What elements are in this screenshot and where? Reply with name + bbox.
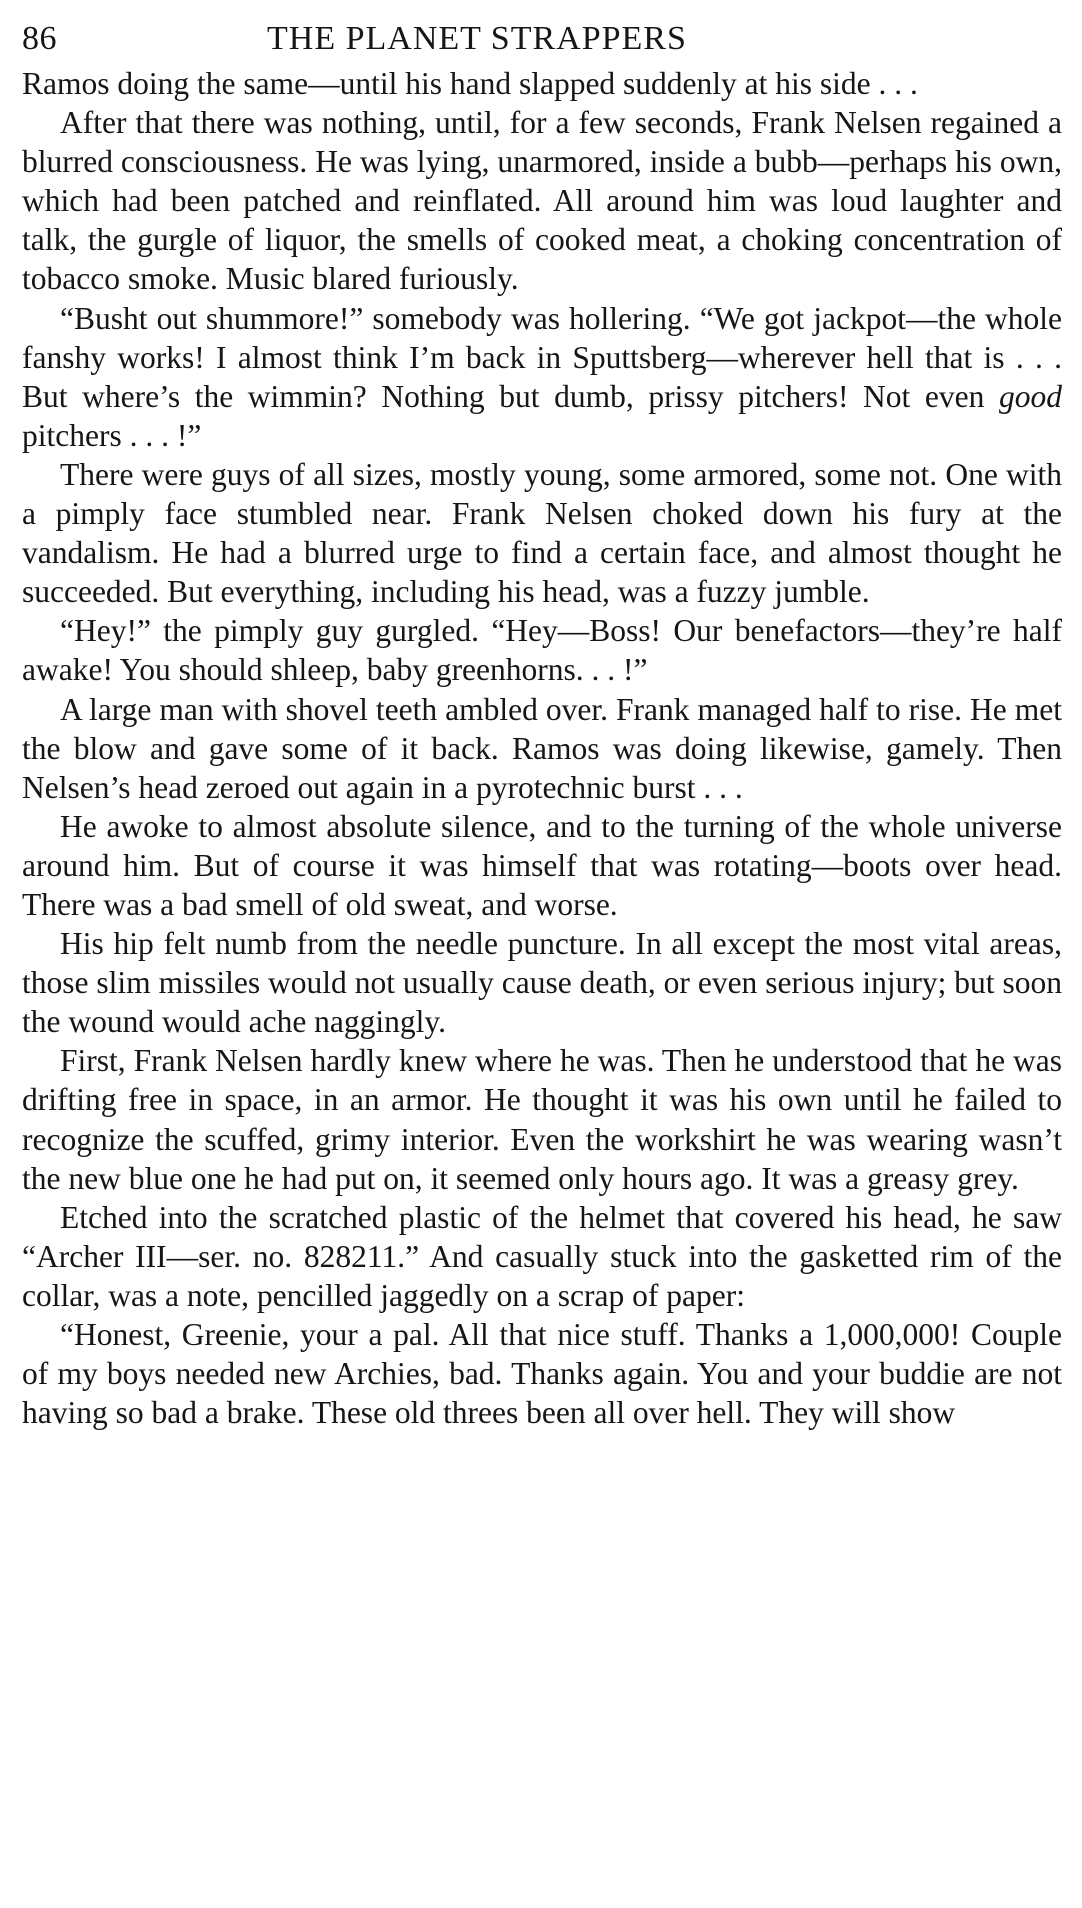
paragraph: There were guys of all sizes, mostly young, some armored, some not. One with a pimply face stumbled near. Frank Nelsen choked down his fury at the vandalism. He had a blurred urge to find a certain face, and almost thought he succeeded. But everything, including his head, was a fuzzy jumble. (22, 456, 1062, 610)
paragraph-text: pitchers . . . !” (22, 417, 202, 453)
paragraph: After that there was nothing, until, for a few seconds, Frank Nelsen regained a blurred consciousness. He was lying, unarmored, inside a bubb—perhaps his own, which had been patched and reinflated. All around him was loud laughter and talk, the gurgle of liquor, the smells of cooked meat, a choking concentration of tobacco smoke. Music blared furiously. (22, 105, 1062, 297)
book-page (22, 14, 1062, 1432)
paragraph: He awoke to almost absolute silence, and to the turning of the whole universe around him. But of course it was himself that was rotating—boots over head. There was a bad smell of old sweat, and worse. (22, 808, 1062, 922)
paragraph (22, 299, 1062, 455)
paragraph: A large man with shovel teeth ambled over. Frank managed half to rise. He met the blow and gave some of it back. Ramos was doing likewise, gamely. Then Nelsen’s head zeroed out again in a pyrotechnic burst . . . (22, 691, 1062, 805)
emphasized-word: good (999, 378, 1062, 414)
paragraph: First, Frank Nelsen hardly knew where he was. Then he understood that he was drifting free in space, in an armor. He thought it was his own until he failed to recognize the scuffed, grimy interior. Even the workshirt he was wearing wasn’t the new blue one he had put on, it seemed only hours ago. It was a greasy grey. (22, 1043, 1062, 1196)
paragraph: “Honest, Greenie, your a pal. All that nice stuff. Thanks a 1,000,000! Couple of my boys needed new Archies, bad. Thanks again. You and your buddie are not having so bad a brake. These old threes been all over hell. They will show (22, 1317, 1062, 1431)
page-number: 86 (22, 20, 57, 57)
paragraph: “Hey!” the pimply guy gurgled. “Hey—Boss! Our benefactors—they’re half awake! You should shleep, baby greenhorns. . . !” (22, 613, 1062, 688)
paragraph: His hip felt numb from the needle puncture. In all except the most vital areas, those slim missiles would not usually cause death, or even serious injury; but soon the wound would ache naggingly. (22, 926, 1062, 1040)
paragraph-text: “Busht out shummore!” somebody was hollering. “We got jackpot—the whole fanshy works! I almost think I’m back in Sputtsberg—wherever hell that is . . . But where’s the wimmin? Nothing but dumb, prissy pitchers! Not even (22, 300, 1062, 414)
paragraph: Etched into the scratched plastic of the helmet that covered his head, he saw “Archer III—ser. no. 828211.” And casually stuck into the gasketted rim of the collar, was a note, pencilled jaggedly on a scrap of paper: (22, 1199, 1062, 1313)
page-header (22, 14, 1062, 64)
running-title: THE PLANET STRAPPERS (267, 20, 687, 57)
body-text (22, 64, 1062, 1432)
paragraph: Ramos doing the same—until his hand slapped suddenly at his side . . . (22, 66, 918, 101)
